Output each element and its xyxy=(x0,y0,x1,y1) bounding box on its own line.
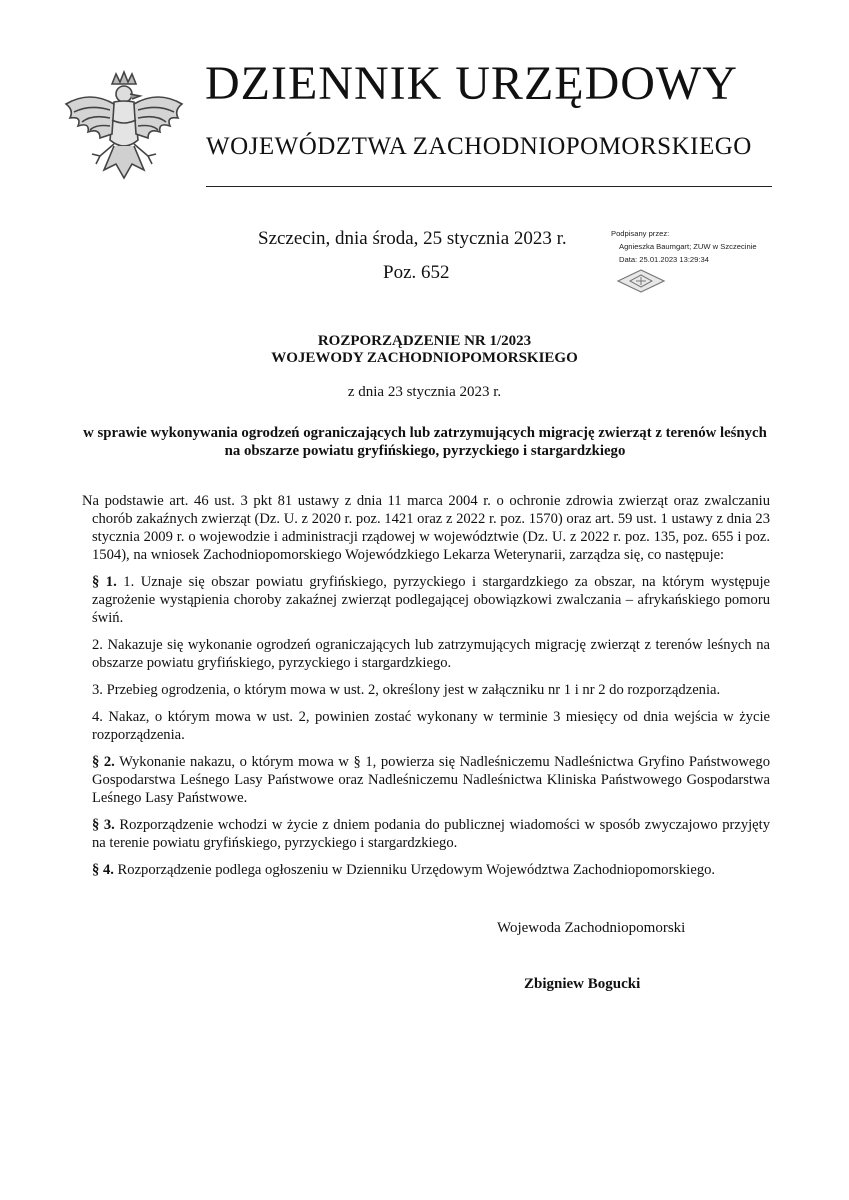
polish-eagle-emblem-icon xyxy=(60,70,188,188)
section-1-para-1-text: 1. Uznaje się obszar powiatu gryfińskiego, pyrzyckiego i stargardzkiego za obszar, na którym występuje zagrożenie wystąpienia choroby zakaźnej zwierząt podlegającej obowiązkowi zwalczania – afrykańskiego pomoru świń. xyxy=(92,574,770,626)
gazette-subtitle: WOJEWÓDZTWA ZACHODNIOPOMORSKIEGO xyxy=(206,133,752,160)
section-3-label: § 3. xyxy=(92,817,115,833)
electronic-signature-info xyxy=(611,227,781,266)
section-1-para-2: 2. Nakazuje się wykonanie ogrodzeń ograniczających lub zatrzymujących migrację zwierząt z terenów leśnych na obszarze powiatu gryfińskiego, pyrzyckiego i stargardzkiego. xyxy=(92,637,770,671)
regulation-subject: w sprawie wykonywania ogrodzeń ograniczających lub zatrzymujących migrację zwierząt z terenów leśnych na obszarze powiatu gryfińskiego, pyrzyckiego i stargardzkiego xyxy=(83,425,767,459)
section-2 xyxy=(92,753,770,807)
section-2-text: Wykonanie nakazu, o którym mowa w § 1, powierza się Nadleśniczemu Nadleśnictwa Gryfino Państwowego Gospodarstwa Leśnego Lasy Państwowe oraz Nadleśniczemu Nadleśnictwa Kliniska Państwowego Gospodarstwa Leśnego Lasy Państwowe. xyxy=(92,754,770,806)
preamble: Na podstawie art. 46 ust. 3 pkt 81 ustawy z dnia 11 marca 2004 r. o ochronie zdrowia zwierząt oraz zwalczaniu chorób zakaźnych zwierząt (Dz. U. z 2020 r. poz. 1421 oraz z 2022 r. poz. 1570) oraz art. 59 ust. 1 ustawy z dnia 23 stycznia 2009 r. o wojewodzie i administracji rządowej w województwie (Dz. U. z 2022 r. poz. 135, poz. 655 i poz. 1504), na wniosek Zachodniopomorskiego Wojewódzkiego Lekarza Weterynarii, zarządza się, co następuje: xyxy=(82,493,770,563)
section-4-label: § 4. xyxy=(92,862,114,878)
gazette-title: DZIENNIK URZĘDOWY xyxy=(205,57,738,110)
signer-role: Wojewoda Zachodniopomorski xyxy=(497,920,686,936)
section-1-label: § 1. xyxy=(92,574,117,590)
signature-date: Data: 25.01.2023 13:29:34 xyxy=(619,255,709,264)
signature-signer: Agnieszka Baumgart; ZUW w Szczecinie xyxy=(619,242,757,251)
section-2-label: § 2. xyxy=(92,754,115,770)
signer-name: Zbigniew Bogucki xyxy=(524,976,641,992)
signature-label: Podpisany przez: xyxy=(611,229,670,238)
section-3 xyxy=(92,816,770,852)
publication-date: Szczecin, dnia środa, 25 stycznia 2023 r. xyxy=(258,228,567,249)
signature-validation-icon xyxy=(616,268,666,294)
regulation-body xyxy=(82,492,771,888)
section-4-text: Rozporządzenie podlega ogłoszeniu w Dzienniku Urzędowym Województwa Zachodniopomorskiego. xyxy=(117,862,716,878)
section-1-para-1 xyxy=(92,573,770,627)
regulation-date: z dnia 23 stycznia 2023 r. xyxy=(347,384,502,400)
position-number: Poz. 652 xyxy=(383,262,450,283)
regulation-number: ROZPORZĄDZENIE NR 1/2023 xyxy=(317,333,532,349)
section-1-para-4: 4. Nakaz, o którym mowa w ust. 2, powinien zostać wykonany w terminie 3 miesięcy od dnia wejścia w życie rozporządzenia. xyxy=(92,709,770,743)
section-3-text: Rozporządzenie wchodzi w życie z dniem podania do publicznej wiadomości w sposób zwyczajowo przyjęty na terenie powiatu gryfińskiego, pyrzyckiego i stargardzkiego. xyxy=(92,817,771,851)
section-1-para-3: 3. Przebieg ogrodzenia, o którym mowa w ust. 2, określony jest w załączniku nr 1 i nr 2 do rozporządzenia. xyxy=(92,682,721,698)
section-4 xyxy=(92,861,770,879)
regulation-issuer: WOJEWODY ZACHODNIOPOMORSKIEGO xyxy=(271,350,578,366)
header-divider xyxy=(206,186,772,187)
